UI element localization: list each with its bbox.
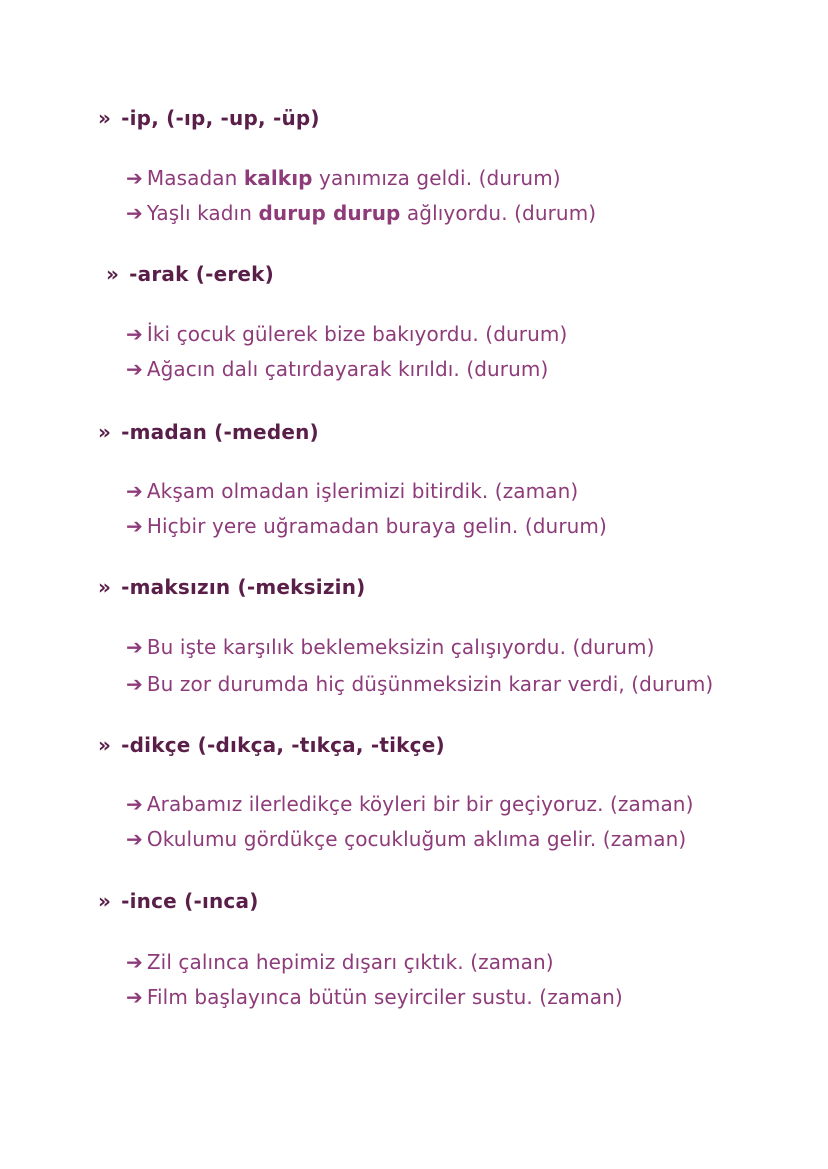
example-sentence bbox=[126, 514, 607, 538]
example-text: Hiçbir yere uğramadan buraya gelin. (durum) bbox=[146, 514, 607, 538]
example-text: Bu zor durumda hiç düşünmeksizin karar verdi, (durum) bbox=[146, 672, 714, 696]
arrow-icon: ➔ bbox=[126, 166, 143, 190]
example-text: Bu işte karşılık beklemeksizin çalışıyordu. (durum) bbox=[146, 635, 655, 659]
arrow-icon: ➔ bbox=[126, 827, 143, 851]
arrow-icon: ➔ bbox=[126, 357, 143, 381]
section-heading bbox=[98, 106, 320, 130]
section-heading bbox=[98, 575, 366, 599]
example-sentence bbox=[126, 985, 623, 1009]
example-sentence bbox=[126, 672, 713, 696]
section-heading bbox=[98, 733, 445, 757]
arrow-icon: ➔ bbox=[126, 792, 143, 816]
arrow-icon: ➔ bbox=[126, 635, 143, 659]
chevron-bullet-icon: » bbox=[98, 106, 112, 130]
example-text: İki çocuk gülerek bize bakıyordu. (durum) bbox=[146, 322, 568, 346]
example-text: Okulumu gördükçe çocukluğum aklıma gelir. (zaman) bbox=[146, 827, 687, 851]
arrow-icon: ➔ bbox=[126, 322, 143, 346]
example-text: Akşam olmadan işlerimizi bitirdik. (zaman) bbox=[146, 479, 579, 503]
example-sentence bbox=[126, 792, 693, 816]
example-text-after: ağlıyordu. (durum) bbox=[400, 201, 597, 225]
example-text: Zil çalınca hepimiz dışarı çıktık. (zaman) bbox=[146, 950, 554, 974]
section-heading bbox=[98, 420, 319, 444]
example-sentence bbox=[126, 950, 554, 974]
arrow-icon: ➔ bbox=[126, 950, 143, 974]
example-sentence bbox=[126, 166, 561, 190]
example-sentence bbox=[126, 357, 548, 381]
example-sentence bbox=[126, 322, 567, 346]
arrow-icon: ➔ bbox=[126, 985, 143, 1009]
chevron-bullet-icon: » bbox=[106, 262, 120, 286]
example-sentence bbox=[126, 827, 686, 851]
example-text-bold: kalkıp bbox=[243, 166, 313, 190]
example-text: Ağacın dalı çatırdayarak kırıldı. (durum) bbox=[146, 357, 549, 381]
arrow-icon: ➔ bbox=[126, 514, 143, 538]
heading-text: -ip, (-ıp, -up, -üp) bbox=[121, 106, 320, 130]
example-text-bold: durup durup bbox=[258, 201, 401, 225]
heading-text: -madan (-meden) bbox=[121, 420, 319, 444]
example-text-after: yanımıza geldi. (durum) bbox=[312, 166, 561, 190]
example-text-before: Masadan bbox=[146, 166, 244, 190]
example-sentence bbox=[126, 479, 578, 503]
chevron-bullet-icon: » bbox=[98, 575, 112, 599]
example-text: Arabamız ilerledikçe köyleri bir bir geçiyoruz. (zaman) bbox=[146, 792, 694, 816]
chevron-bullet-icon: » bbox=[98, 889, 112, 913]
example-sentence bbox=[126, 201, 596, 225]
heading-text: -maksızın (-meksizin) bbox=[121, 575, 366, 599]
heading-text: -dikçe (-dıkça, -tıkça, -tikçe) bbox=[121, 733, 445, 757]
chevron-bullet-icon: » bbox=[98, 733, 112, 757]
arrow-icon: ➔ bbox=[126, 201, 143, 225]
example-text: Film başlayınca bütün seyirciler sustu. (zaman) bbox=[146, 985, 623, 1009]
section-heading bbox=[106, 262, 274, 286]
heading-text: -ince (-ınca) bbox=[121, 889, 259, 913]
heading-text: -arak (-erek) bbox=[129, 262, 275, 286]
example-sentence bbox=[126, 635, 655, 659]
example-text-before: Yaşlı kadın bbox=[146, 201, 259, 225]
chevron-bullet-icon: » bbox=[98, 420, 112, 444]
section-heading bbox=[98, 889, 259, 913]
arrow-icon: ➔ bbox=[126, 479, 143, 503]
arrow-icon: ➔ bbox=[126, 672, 143, 696]
